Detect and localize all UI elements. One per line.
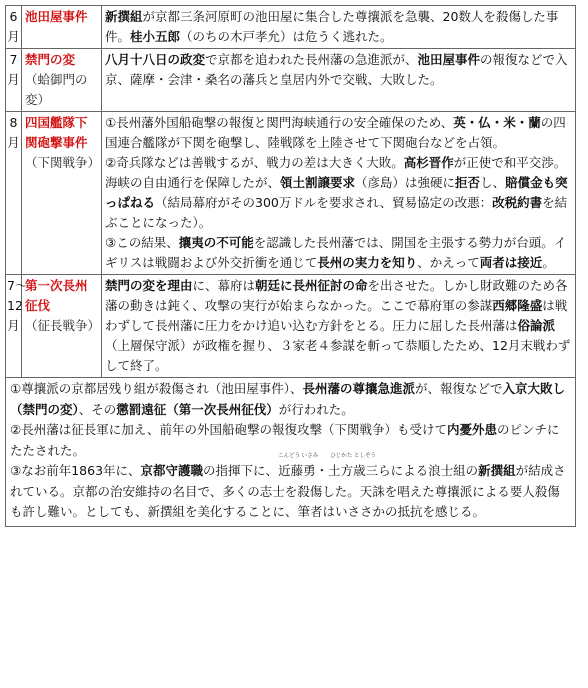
- keyword-text: 俗論派: [517, 318, 556, 333]
- body-text: 、その: [78, 401, 117, 417]
- event-description: [102, 49, 576, 112]
- body-text: し、: [480, 175, 506, 190]
- keyword-text: 拒否: [455, 175, 481, 190]
- body-text: が京都三条河原町の池田屋に集合した尊攘派を急襲、20数人を殺傷した事件。: [105, 9, 559, 44]
- event-cell: [22, 112, 102, 275]
- description-paragraph: [105, 7, 572, 47]
- month-cell: 7月: [6, 49, 22, 112]
- table-row: [6, 49, 576, 112]
- reading-ruby: こんどう いさみ: [278, 453, 319, 459]
- body-text: （上層保守派）が政権を握り、３家老４参謀を斬って恭順したため、12月末戦わずして終了。: [105, 338, 571, 373]
- body-text: 、かえって: [417, 255, 480, 270]
- person-name: 近藤勇: [278, 463, 316, 478]
- event-cell: [22, 6, 102, 49]
- month-cell: 8月: [6, 112, 22, 275]
- keyword-text: 西郷隆盛: [492, 298, 543, 313]
- month-cell: 7〜12月: [6, 275, 22, 378]
- summary-paragraph: [10, 453, 571, 523]
- table-row: [6, 275, 576, 378]
- keyword-text: 京都守護職: [140, 463, 204, 478]
- body-text: は戦わずして長州藩に圧力をかけ追い込む方針をとる。圧力に屈した長州藩は: [105, 298, 568, 333]
- body-text: を結ぶことになった）。: [105, 195, 568, 230]
- body-text: の報復などで入京、薩摩・会津・桑名の藩兵と皇居内外で交戦、大敗した。: [105, 52, 568, 87]
- keyword-text: 朝廷に長州征討の命: [255, 278, 368, 293]
- body-text: のピンチにたたされた。: [10, 422, 560, 458]
- body-text: の四国連合艦隊が下関を砲撃し、陸戦隊を上陸させて下関砲台などを占領。: [105, 115, 566, 150]
- event-title: 四国艦隊下関砲撃事件: [25, 115, 88, 150]
- description-paragraph: [105, 113, 572, 153]
- table-row: [6, 112, 576, 275]
- summary-paragraph: [10, 379, 571, 420]
- description-paragraph: [105, 153, 572, 233]
- description-paragraph: [105, 233, 572, 273]
- keyword-text: 内憂外患: [446, 422, 497, 437]
- name-with-reading: [278, 453, 319, 482]
- event-cell: [22, 49, 102, 112]
- history-page: [5, 5, 576, 527]
- body-text: （彦島）は強硬に: [355, 175, 456, 190]
- events-table-body: [6, 6, 576, 378]
- keyword-text: 両者は接近: [479, 255, 543, 270]
- body-text: ①尊攘派の京都居残り組が殺傷され（池田屋事件）、: [10, 381, 303, 396]
- body-text: が、報復などで: [414, 381, 503, 396]
- event-subtitle: （下関戦争）: [25, 155, 101, 170]
- keyword-text: 懲罰遠征（第一次長州征伐）: [116, 401, 279, 417]
- body-text: らによる浪士組の: [378, 463, 479, 478]
- keyword-text: 八月十八日の政変: [105, 52, 206, 67]
- keyword-text: 高杉晋作: [403, 155, 454, 170]
- keyword-text: 攘夷の不可能: [178, 235, 254, 250]
- body-text: （結局幕府がその300万ドルを要求され、貿易協定の改悪：: [155, 195, 493, 210]
- name-with-reading: [328, 453, 379, 482]
- keyword-text: 長州の実力を知り: [317, 255, 418, 270]
- event-subtitle: （征長戦争）: [25, 318, 101, 333]
- body-text: に、幕府は: [192, 278, 256, 293]
- body-text: が行われた。: [278, 401, 354, 417]
- event-title: 第一次長州征伐: [25, 278, 88, 313]
- keyword-text: 入京大敗し（禁門の変）: [10, 381, 566, 417]
- keyword-text: 改税約書: [492, 195, 543, 210]
- keyword-text: 英・仏・米・蘭: [453, 115, 541, 130]
- body-text: が結成されている。京都の治安維持の名目で、多くの志士を殺傷した。天誅を唱えた尊攘派による要人殺傷も許し難い。としても、新撰組を美化することに、筆者はいささかの抵抗を感じる。: [10, 463, 566, 519]
- description-paragraph: [105, 276, 572, 376]
- keyword-text: 長州藩の尊攘急進派: [302, 381, 415, 396]
- event-title: 禁門の変: [25, 52, 76, 67]
- reading-ruby: ひじかた としぞう: [330, 453, 376, 459]
- event-title: 池田屋事件: [25, 9, 88, 24]
- keyword-text: 賠償金も突っぱねる: [105, 175, 568, 210]
- events-table: [5, 5, 576, 378]
- body-text: ②長州藩は征長軍に加え、前年の外国船砲撃の報復攻撃（下関戦争）も受けて: [10, 422, 447, 437]
- keyword-text: 桂小五郎: [130, 29, 181, 44]
- body-text: で京都を追われた長州藩の急進派が、: [205, 52, 418, 67]
- keyword-text: 領土割譲要求: [280, 175, 356, 190]
- summary-note-box: [5, 378, 576, 527]
- person-name: 土方歳三: [328, 463, 379, 478]
- event-description: [102, 275, 576, 378]
- body-text: を出させた。しかし財政難のため各藩の動きは鈍く、攻撃の実行が始まらなかった。ここで幕府軍の参謀: [105, 278, 568, 313]
- keyword-text: 池田屋事件: [417, 52, 481, 67]
- body-text: ・: [315, 463, 329, 478]
- body-text: 。: [542, 255, 555, 270]
- event-subtitle: （蛤御門の変）: [25, 72, 88, 107]
- event-description: [102, 6, 576, 49]
- event-description: [102, 112, 576, 275]
- body-text: が正使で和平交渉。海峡の自由通行を保障したが、: [105, 155, 567, 190]
- body-text: （のちの木戸孝允）は危うく逃れた。: [180, 29, 393, 44]
- body-text: ③なお前年1863年に、: [10, 463, 141, 478]
- body-text: を認識した長州藩では、開国を主張する勢力が台頭。イギリスは戦闘および外交折衝を通じて: [105, 235, 567, 270]
- body-text: の指揮下に、: [203, 463, 279, 478]
- body-text: ①長州藩外国船砲撃の報復と関門海峡通行の安全確保のため、: [105, 115, 454, 130]
- keyword-text: 新撰組: [478, 463, 516, 478]
- description-paragraph: [105, 50, 572, 90]
- keyword-text: 新撰組: [105, 9, 143, 24]
- body-text: ②奇兵隊などは善戦するが、戦力の差は大きく大敗。: [105, 155, 404, 170]
- table-row: [6, 6, 576, 49]
- month-cell: 6月: [6, 6, 22, 49]
- event-cell: [22, 275, 102, 378]
- body-text: ③この結果、: [105, 235, 179, 250]
- keyword-text: 禁門の変を理由: [105, 278, 193, 293]
